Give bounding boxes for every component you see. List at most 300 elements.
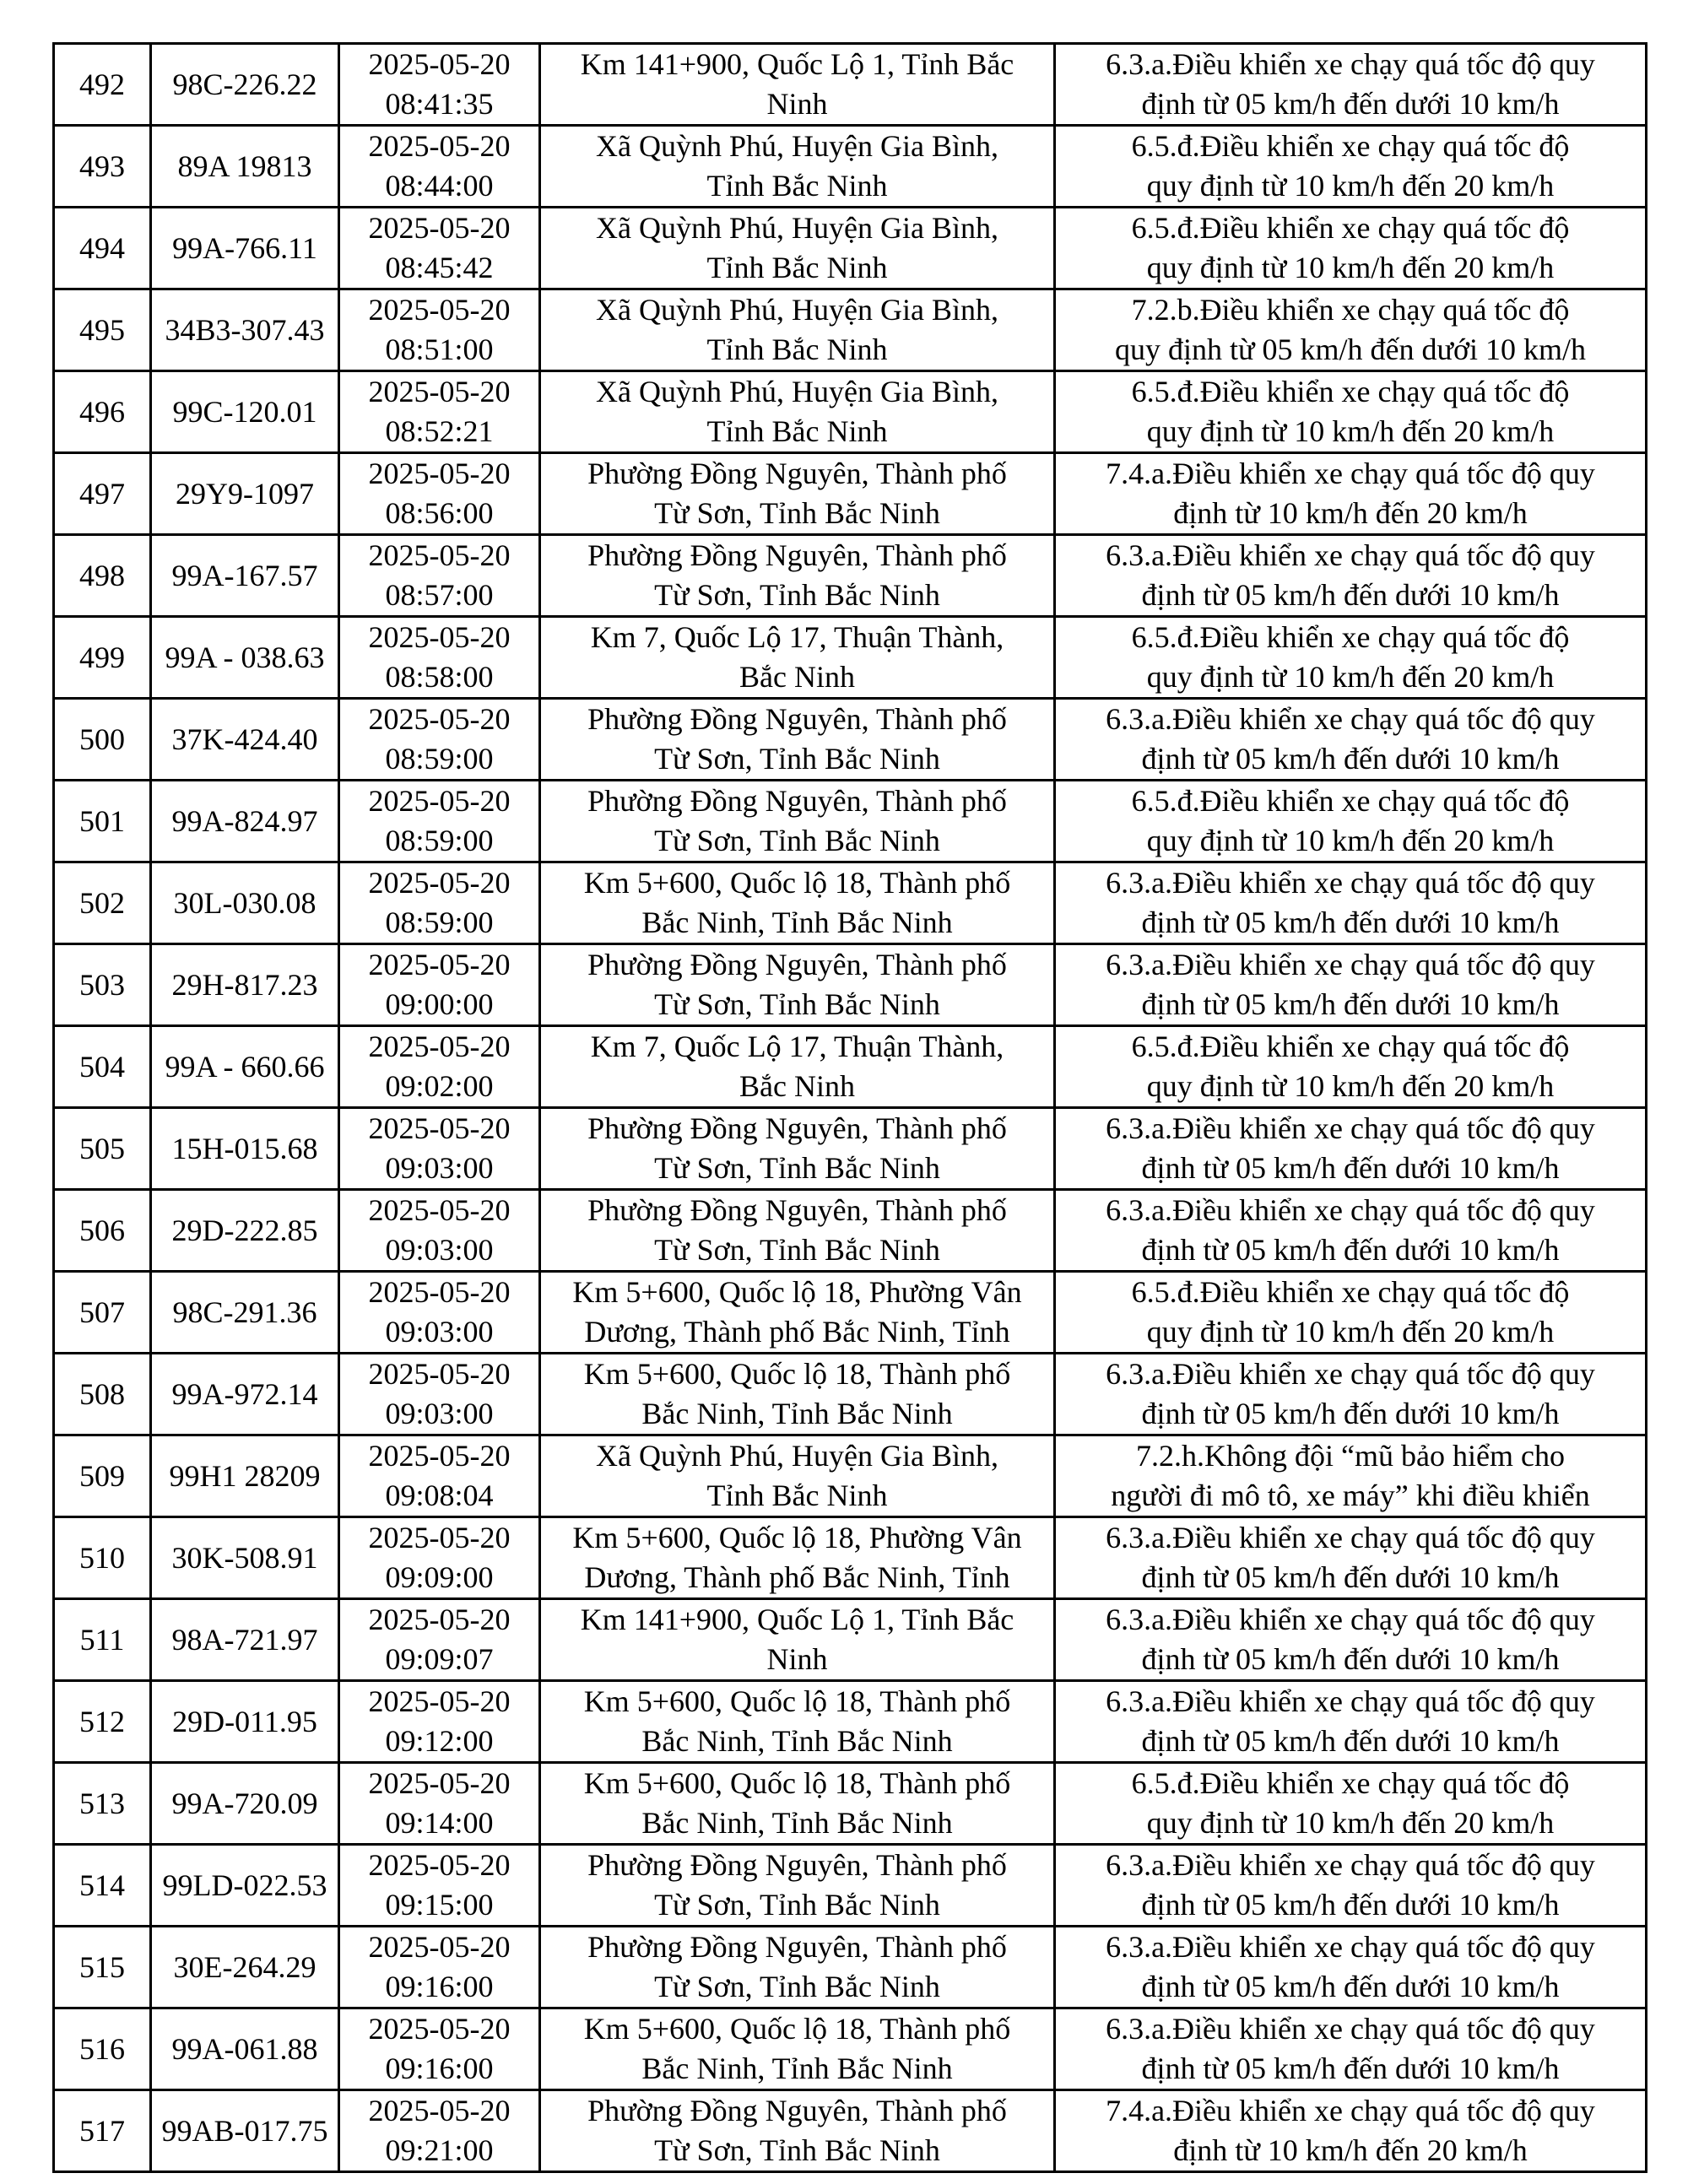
violation-location-location-l1: Xã Quỳnh Phú, Huyện Gia Bình,	[596, 129, 998, 163]
license-plate-cell	[151, 289, 339, 371]
violation-description-cell	[1055, 289, 1647, 371]
violation-description-violation-l1: 6.3.a.Điều khiển xe chạy quá tốc độ quy	[1106, 1111, 1595, 1145]
license-plate-plate: 89A 19813	[177, 149, 312, 183]
row-number-cell	[54, 126, 151, 208]
violation-description-violation-l2: định từ 05 km/h đến dưới 10 km/h	[1141, 742, 1560, 776]
violation-description-violation-l1: 7.2.h.Không đội “mũ bảo hiểm cho	[1136, 1439, 1565, 1473]
table-row	[54, 2008, 1647, 2090]
violation-location-location-l1: Km 5+600, Quốc lộ 18, Thành phố	[583, 1684, 1011, 1718]
violation-time-cell	[339, 1927, 540, 2008]
violation-description-violation-l2: quy định từ 05 km/h đến dưới 10 km/h	[1114, 332, 1587, 366]
violation-description-violation-l1: 6.3.a.Điều khiển xe chạy quá tốc độ quy	[1106, 702, 1595, 736]
license-plate-cell	[151, 781, 339, 862]
license-plate-cell	[151, 453, 339, 535]
violation-location-location-l1: Km 5+600, Quốc lộ 18, Thành phố	[583, 1766, 1011, 1800]
license-plate-plate: 29D-011.95	[172, 1704, 317, 1738]
violation-description-cell	[1055, 1435, 1647, 1517]
license-plate-plate: 37K-424.40	[171, 722, 318, 756]
violation-location-location-l1: Km 5+600, Quốc lộ 18, Thành phố	[583, 1357, 1011, 1391]
violation-description-violation-l2: định từ 05 km/h đến dưới 10 km/h	[1141, 1970, 1560, 2003]
row-number-stt: 500	[79, 722, 125, 756]
violation-description-violation-l1: 6.3.a.Điều khiển xe chạy quá tốc độ quy	[1106, 47, 1595, 81]
row-number-stt: 510	[79, 1540, 125, 1575]
violation-location-location-l2: Tỉnh Bắc Ninh	[706, 169, 888, 203]
violation-description-violation-l2: định từ 05 km/h đến dưới 10 km/h	[1141, 578, 1560, 612]
violation-description-violation-l2: định từ 05 km/h đến dưới 10 km/h	[1141, 1888, 1560, 1922]
violation-location-location-l1: Phường Đồng Nguyên, Thành phố	[587, 948, 1007, 981]
license-plate-cell	[151, 617, 339, 699]
license-plate-plate: 34B3-307.43	[165, 312, 325, 347]
violation-location-cell	[540, 617, 1055, 699]
violation-time-time: 09:09:07	[385, 1642, 494, 1676]
row-number-cell	[54, 371, 151, 453]
violation-time-cell	[339, 862, 540, 944]
violation-description-violation-l2: quy định từ 10 km/h đến 20 km/h	[1146, 1806, 1555, 1840]
violation-description-violation-l1: 6.5.đ.Điều khiển xe chạy quá tốc độ	[1131, 784, 1570, 818]
violation-description-violation-l1: 7.4.a.Điều khiển xe chạy quá tốc độ quy	[1106, 2094, 1595, 2127]
violation-description-cell	[1055, 1845, 1647, 1927]
violation-time-time: 08:45:42	[385, 251, 494, 284]
violation-location-location-l2: Tỉnh Bắc Ninh	[706, 414, 888, 448]
violations-table	[52, 42, 1647, 2173]
violation-location-location-l2: Từ Sơn, Tỉnh Bắc Ninh	[654, 578, 940, 612]
license-plate-cell	[151, 862, 339, 944]
row-number-stt: 514	[79, 1868, 125, 1902]
table-row	[54, 289, 1647, 371]
violation-time-date: 2025-05-20	[368, 866, 511, 900]
license-plate-plate: 99A - 660.66	[165, 1049, 325, 1084]
license-plate-plate: 98A-721.97	[171, 1622, 318, 1657]
violation-location-cell	[540, 126, 1055, 208]
violation-location-location-l2: Từ Sơn, Tỉnh Bắc Ninh	[654, 742, 940, 776]
violation-time-date: 2025-05-20	[368, 375, 511, 408]
table-body	[54, 44, 1647, 2172]
license-plate-plate: 99H1 28209	[169, 1458, 321, 1493]
violation-time-date: 2025-05-20	[368, 620, 511, 654]
violation-location-location-l1: Xã Quỳnh Phú, Huyện Gia Bình,	[596, 1439, 998, 1473]
violation-time-time: 08:57:00	[385, 578, 494, 612]
violation-location-cell	[540, 453, 1055, 535]
violation-description-violation-l2: định từ 05 km/h đến dưới 10 km/h	[1141, 905, 1560, 939]
violation-description-violation-l2: định từ 05 km/h đến dưới 10 km/h	[1141, 2052, 1560, 2085]
table-row	[54, 1599, 1647, 1681]
violation-location-cell	[540, 699, 1055, 781]
table-row	[54, 1272, 1647, 1354]
row-number-stt: 497	[79, 476, 125, 511]
violation-description-cell	[1055, 2008, 1647, 2090]
violation-time-date: 2025-05-20	[368, 211, 511, 245]
violation-location-location-l1: Phường Đồng Nguyên, Thành phố	[587, 702, 1007, 736]
violation-time-date: 2025-05-20	[368, 1111, 511, 1145]
row-number-cell	[54, 1108, 151, 1190]
table-row	[54, 944, 1647, 1026]
license-plate-cell	[151, 44, 339, 126]
violation-location-location-l2: Ninh	[766, 87, 828, 121]
table-row	[54, 617, 1647, 699]
violation-time-time: 08:51:00	[385, 332, 494, 366]
table-row	[54, 371, 1647, 453]
violation-description-violation-l2: định từ 05 km/h đến dưới 10 km/h	[1141, 1642, 1560, 1676]
row-number-cell	[54, 944, 151, 1026]
table-row	[54, 1354, 1647, 1435]
license-plate-plate: 29H-817.23	[171, 967, 318, 1002]
license-plate-plate: 29D-222.85	[171, 1213, 318, 1247]
violation-description-cell	[1055, 2090, 1647, 2172]
violation-location-location-l2: Tỉnh Bắc Ninh	[706, 332, 888, 366]
violation-location-cell	[540, 1026, 1055, 1108]
table-row	[54, 453, 1647, 535]
violation-description-violation-l1: 6.3.a.Điều khiển xe chạy quá tốc độ quy	[1106, 1684, 1595, 1718]
violation-location-cell	[540, 1190, 1055, 1272]
violation-time-cell	[339, 1354, 540, 1435]
violation-location-cell	[540, 1435, 1055, 1517]
violation-description-cell	[1055, 535, 1647, 617]
violation-location-cell	[540, 1599, 1055, 1681]
violation-location-location-l2: Từ Sơn, Tỉnh Bắc Ninh	[654, 2133, 940, 2167]
violation-time-date: 2025-05-20	[368, 457, 511, 490]
violation-description-violation-l2: quy định từ 10 km/h đến 20 km/h	[1146, 660, 1555, 694]
license-plate-cell	[151, 208, 339, 289]
violation-time-cell	[339, 1599, 540, 1681]
row-number-cell	[54, 617, 151, 699]
violation-location-location-l1: Phường Đồng Nguyên, Thành phố	[587, 784, 1007, 818]
violation-time-time: 08:52:21	[385, 414, 494, 448]
violation-location-location-l1: Phường Đồng Nguyên, Thành phố	[587, 1930, 1007, 1964]
violation-location-location-l2: Từ Sơn, Tỉnh Bắc Ninh	[654, 824, 940, 857]
violation-location-location-l1: Xã Quỳnh Phú, Huyện Gia Bình,	[596, 375, 998, 408]
violation-time-time: 09:12:00	[385, 1724, 494, 1758]
license-plate-plate: 99A - 038.63	[165, 640, 325, 674]
violation-location-cell	[540, 535, 1055, 617]
violation-description-violation-l1: 6.5.đ.Điều khiển xe chạy quá tốc độ	[1131, 620, 1570, 654]
violation-location-cell	[540, 2008, 1055, 2090]
table-row	[54, 862, 1647, 944]
violation-location-location-l2: Bắc Ninh, Tỉnh Bắc Ninh	[641, 1724, 953, 1758]
violation-location-cell	[540, 289, 1055, 371]
violation-description-cell	[1055, 371, 1647, 453]
license-plate-plate: 29Y9-1097	[176, 476, 314, 511]
violation-location-cell	[540, 1272, 1055, 1354]
violation-description-violation-l2: định từ 05 km/h đến dưới 10 km/h	[1141, 1233, 1560, 1267]
row-number-stt: 513	[79, 1786, 125, 1820]
violation-location-location-l1: Phường Đồng Nguyên, Thành phố	[587, 538, 1007, 572]
violation-description-violation-l2: định từ 05 km/h đến dưới 10 km/h	[1141, 987, 1560, 1021]
license-plate-cell	[151, 371, 339, 453]
violation-location-location-l1: Km 5+600, Quốc lộ 18, Thành phố	[583, 866, 1011, 900]
row-number-stt: 492	[79, 67, 125, 101]
violation-time-time: 08:59:00	[385, 742, 494, 776]
violation-time-time: 09:08:04	[385, 1479, 494, 1512]
row-number-cell	[54, 1927, 151, 2008]
violation-location-cell	[540, 371, 1055, 453]
violation-location-location-l1: Phường Đồng Nguyên, Thành phố	[587, 1848, 1007, 1882]
violation-time-cell	[339, 453, 540, 535]
violation-location-cell	[540, 1681, 1055, 1763]
violation-description-violation-l1: 6.3.a.Điều khiển xe chạy quá tốc độ quy	[1106, 1521, 1595, 1554]
violation-description-violation-l2: định từ 05 km/h đến dưới 10 km/h	[1141, 1560, 1560, 1594]
violation-time-date: 2025-05-20	[368, 948, 511, 981]
row-number-stt: 503	[79, 967, 125, 1002]
violation-time-time: 08:58:00	[385, 660, 494, 694]
table-row	[54, 1681, 1647, 1763]
violation-description-violation-l1: 6.3.a.Điều khiển xe chạy quá tốc độ quy	[1106, 1848, 1595, 1882]
table-row	[54, 44, 1647, 126]
violation-time-cell	[339, 1763, 540, 1845]
violation-time-cell	[339, 289, 540, 371]
row-number-cell	[54, 1190, 151, 1272]
violation-description-cell	[1055, 1517, 1647, 1599]
violation-description-violation-l2: định từ 10 km/h đến 20 km/h	[1173, 2133, 1528, 2167]
violation-description-cell	[1055, 1681, 1647, 1763]
violation-time-cell	[339, 1517, 540, 1599]
violation-description-violation-l1: 6.3.a.Điều khiển xe chạy quá tốc độ quy	[1106, 1193, 1595, 1227]
row-number-stt: 517	[79, 2113, 125, 2148]
violation-description-violation-l1: 6.5.đ.Điều khiển xe chạy quá tốc độ	[1131, 129, 1570, 163]
table-row	[54, 1435, 1647, 1517]
violation-description-violation-l1: 6.3.a.Điều khiển xe chạy quá tốc độ quy	[1106, 1930, 1595, 1964]
violation-time-date: 2025-05-20	[368, 538, 511, 572]
violation-time-time: 09:09:00	[385, 1560, 494, 1594]
violation-description-cell	[1055, 1763, 1647, 1845]
license-plate-cell	[151, 535, 339, 617]
table-row	[54, 1190, 1647, 1272]
violation-location-cell	[540, 1354, 1055, 1435]
violation-time-cell	[339, 944, 540, 1026]
row-number-stt: 511	[79, 1622, 125, 1657]
license-plate-plate: 30L-030.08	[173, 885, 316, 920]
violation-description-cell	[1055, 617, 1647, 699]
row-number-stt: 508	[79, 1376, 125, 1411]
violation-time-time: 09:03:00	[385, 1397, 494, 1430]
violation-location-cell	[540, 862, 1055, 944]
violation-location-cell	[540, 1927, 1055, 2008]
violation-location-location-l1: Km 5+600, Quốc lộ 18, Thành phố	[583, 2012, 1011, 2046]
row-number-cell	[54, 1763, 151, 1845]
license-plate-plate: 99A-167.57	[171, 558, 318, 592]
row-number-cell	[54, 781, 151, 862]
violation-description-violation-l1: 6.3.a.Điều khiển xe chạy quá tốc độ quy	[1106, 1357, 1595, 1391]
license-plate-plate: 30K-508.91	[171, 1540, 318, 1575]
row-number-stt: 504	[79, 1049, 125, 1084]
violation-time-time: 08:59:00	[385, 905, 494, 939]
violation-time-date: 2025-05-20	[368, 2012, 511, 2046]
license-plate-plate: 98C-226.22	[172, 67, 317, 101]
violation-description-violation-l2: định từ 10 km/h đến 20 km/h	[1173, 496, 1528, 530]
violation-description-violation-l1: 6.3.a.Điều khiển xe chạy quá tốc độ quy	[1106, 2012, 1595, 2046]
violation-location-location-l2: Bắc Ninh, Tỉnh Bắc Ninh	[641, 1806, 953, 1840]
violation-time-time: 09:03:00	[385, 1233, 494, 1267]
row-number-cell	[54, 1354, 151, 1435]
row-number-stt: 494	[79, 230, 125, 265]
violation-time-cell	[339, 44, 540, 126]
row-number-stt: 502	[79, 885, 125, 920]
row-number-cell	[54, 1272, 151, 1354]
table-row	[54, 1845, 1647, 1927]
violation-description-violation-l1: 6.5.đ.Điều khiển xe chạy quá tốc độ	[1131, 1275, 1570, 1309]
violation-location-location-l1: Km 141+900, Quốc Lộ 1, Tỉnh Bắc	[580, 47, 1014, 81]
violation-description-cell	[1055, 699, 1647, 781]
table-row	[54, 781, 1647, 862]
license-plate-plate: 99A-766.11	[172, 230, 317, 265]
violation-description-cell	[1055, 1190, 1647, 1272]
license-plate-cell	[151, 944, 339, 1026]
violation-location-cell	[540, 44, 1055, 126]
license-plate-cell	[151, 699, 339, 781]
violation-description-violation-l1: 7.2.b.Điều khiển xe chạy quá tốc độ	[1131, 293, 1570, 327]
license-plate-plate: 99A-972.14	[171, 1376, 318, 1411]
violation-time-date: 2025-05-20	[368, 1766, 511, 1800]
license-plate-plate: 99AB-017.75	[161, 2113, 328, 2148]
license-plate-cell	[151, 126, 339, 208]
violation-location-location-l2: Dương, Thành phố Bắc Ninh, Tỉnh	[584, 1560, 1010, 1594]
violation-time-date: 2025-05-20	[368, 1439, 511, 1473]
violation-description-violation-l2: quy định từ 10 km/h đến 20 km/h	[1146, 1315, 1555, 1349]
violation-description-violation-l2: định từ 05 km/h đến dưới 10 km/h	[1141, 87, 1560, 121]
row-number-cell	[54, 535, 151, 617]
violation-description-violation-l1: 6.3.a.Điều khiển xe chạy quá tốc độ quy	[1106, 1603, 1595, 1636]
violation-location-location-l2: Bắc Ninh, Tỉnh Bắc Ninh	[641, 2052, 953, 2085]
violation-location-location-l1: Phường Đồng Nguyên, Thành phố	[587, 457, 1007, 490]
table-row	[54, 1108, 1647, 1190]
violation-time-date: 2025-05-20	[368, 2094, 511, 2127]
row-number-stt: 501	[79, 803, 125, 838]
violation-location-cell	[540, 208, 1055, 289]
violation-location-cell	[540, 1108, 1055, 1190]
violation-time-time: 08:59:00	[385, 824, 494, 857]
violation-time-cell	[339, 1435, 540, 1517]
violation-time-date: 2025-05-20	[368, 1521, 511, 1554]
table-row	[54, 208, 1647, 289]
table-row	[54, 699, 1647, 781]
license-plate-plate: 99A-824.97	[171, 803, 318, 838]
violation-location-cell	[540, 781, 1055, 862]
license-plate-plate: 99A-061.88	[171, 2031, 318, 2066]
violation-description-violation-l2: quy định từ 10 km/h đến 20 km/h	[1146, 169, 1555, 203]
violation-location-location-l1: Phường Đồng Nguyên, Thành phố	[587, 2094, 1007, 2127]
license-plate-cell	[151, 1354, 339, 1435]
violation-description-violation-l1: 6.3.a.Điều khiển xe chạy quá tốc độ quy	[1106, 538, 1595, 572]
license-plate-cell	[151, 1681, 339, 1763]
violation-time-date: 2025-05-20	[368, 702, 511, 736]
row-number-cell	[54, 289, 151, 371]
license-plate-cell	[151, 1272, 339, 1354]
violation-time-cell	[339, 1026, 540, 1108]
violation-time-time: 09:14:00	[385, 1806, 494, 1840]
row-number-stt: 509	[79, 1458, 125, 1493]
violation-location-location-l1: Phường Đồng Nguyên, Thành phố	[587, 1193, 1007, 1227]
license-plate-cell	[151, 2090, 339, 2172]
violation-location-location-l1: Km 7, Quốc Lộ 17, Thuận Thành,	[590, 1030, 1004, 1063]
violation-description-cell	[1055, 44, 1647, 126]
violation-description-cell	[1055, 1108, 1647, 1190]
table-row	[54, 1517, 1647, 1599]
violation-description-cell	[1055, 862, 1647, 944]
violation-description-violation-l2: định từ 05 km/h đến dưới 10 km/h	[1141, 1724, 1560, 1758]
license-plate-plate: 15H-015.68	[171, 1131, 318, 1165]
row-number-cell	[54, 1599, 151, 1681]
violation-location-location-l1: Xã Quỳnh Phú, Huyện Gia Bình,	[596, 211, 998, 245]
violation-time-cell	[339, 2090, 540, 2172]
violation-time-cell	[339, 1681, 540, 1763]
violation-description-cell	[1055, 781, 1647, 862]
license-plate-cell	[151, 1927, 339, 2008]
row-number-cell	[54, 2008, 151, 2090]
violation-location-location-l1: Phường Đồng Nguyên, Thành phố	[587, 1111, 1007, 1145]
row-number-cell	[54, 699, 151, 781]
violation-time-time: 09:03:00	[385, 1151, 494, 1185]
table-row	[54, 126, 1647, 208]
violation-description-violation-l1: 6.5.đ.Điều khiển xe chạy quá tốc độ	[1131, 1030, 1570, 1063]
violation-location-cell	[540, 1517, 1055, 1599]
violation-description-violation-l2: quy định từ 10 km/h đến 20 km/h	[1146, 1069, 1555, 1103]
violation-description-cell	[1055, 1599, 1647, 1681]
row-number-stt: 507	[79, 1295, 125, 1329]
violation-time-cell	[339, 371, 540, 453]
violation-time-time: 09:15:00	[385, 1888, 494, 1922]
violation-time-time: 08:44:00	[385, 169, 494, 203]
violation-time-date: 2025-05-20	[368, 1684, 511, 1718]
violation-time-cell	[339, 208, 540, 289]
license-plate-plate: 30E-264.29	[173, 1949, 316, 1984]
violation-location-location-l2: Bắc Ninh	[739, 1069, 855, 1103]
violation-description-violation-l2: quy định từ 10 km/h đến 20 km/h	[1146, 251, 1555, 284]
violation-location-location-l1: Km 5+600, Quốc lộ 18, Phường Vân	[572, 1275, 1022, 1309]
license-plate-cell	[151, 1845, 339, 1927]
row-number-stt: 516	[79, 2031, 125, 2066]
violation-description-cell	[1055, 1026, 1647, 1108]
violation-time-cell	[339, 1108, 540, 1190]
violation-time-time: 09:21:00	[385, 2133, 494, 2167]
violation-location-location-l2: Từ Sơn, Tỉnh Bắc Ninh	[654, 1970, 940, 2003]
violation-time-date: 2025-05-20	[368, 784, 511, 818]
row-number-stt: 505	[79, 1131, 125, 1165]
table-row	[54, 1026, 1647, 1108]
violation-time-date: 2025-05-20	[368, 1030, 511, 1063]
violation-time-time: 09:00:00	[385, 987, 494, 1021]
violation-time-time: 09:03:00	[385, 1315, 494, 1349]
license-plate-cell	[151, 2008, 339, 2090]
violation-time-date: 2025-05-20	[368, 1603, 511, 1636]
row-number-cell	[54, 208, 151, 289]
table-row	[54, 535, 1647, 617]
violation-description-violation-l1: 6.5.đ.Điều khiển xe chạy quá tốc độ	[1131, 211, 1570, 245]
license-plate-cell	[151, 1108, 339, 1190]
violation-time-cell	[339, 1272, 540, 1354]
row-number-stt: 512	[79, 1704, 125, 1738]
license-plate-plate: 99A-720.09	[171, 1786, 318, 1820]
row-number-cell	[54, 453, 151, 535]
violation-description-violation-l2: định từ 05 km/h đến dưới 10 km/h	[1141, 1151, 1560, 1185]
license-plate-plate: 99LD-022.53	[162, 1868, 327, 1902]
row-number-stt: 515	[79, 1949, 125, 1984]
violation-description-violation-l1: 6.3.a.Điều khiển xe chạy quá tốc độ quy	[1106, 866, 1595, 900]
violation-location-location-l2: Từ Sơn, Tỉnh Bắc Ninh	[654, 1233, 940, 1267]
row-number-stt: 493	[79, 149, 125, 183]
violation-time-date: 2025-05-20	[368, 1193, 511, 1227]
violation-location-location-l2: Tỉnh Bắc Ninh	[706, 1479, 888, 1512]
row-number-cell	[54, 1026, 151, 1108]
violation-description-violation-l1: 6.5.đ.Điều khiển xe chạy quá tốc độ	[1131, 375, 1570, 408]
violation-time-date: 2025-05-20	[368, 1275, 511, 1309]
violation-location-location-l2: Tỉnh Bắc Ninh	[706, 251, 888, 284]
license-plate-plate: 98C-291.36	[172, 1295, 317, 1329]
violation-time-cell	[339, 535, 540, 617]
violation-location-location-l2: Dương, Thành phố Bắc Ninh, Tỉnh	[584, 1315, 1010, 1349]
row-number-stt: 496	[79, 394, 125, 429]
violation-location-location-l2: Từ Sơn, Tỉnh Bắc Ninh	[654, 987, 940, 1021]
table-row	[54, 1763, 1647, 1845]
violation-description-cell	[1055, 1354, 1647, 1435]
